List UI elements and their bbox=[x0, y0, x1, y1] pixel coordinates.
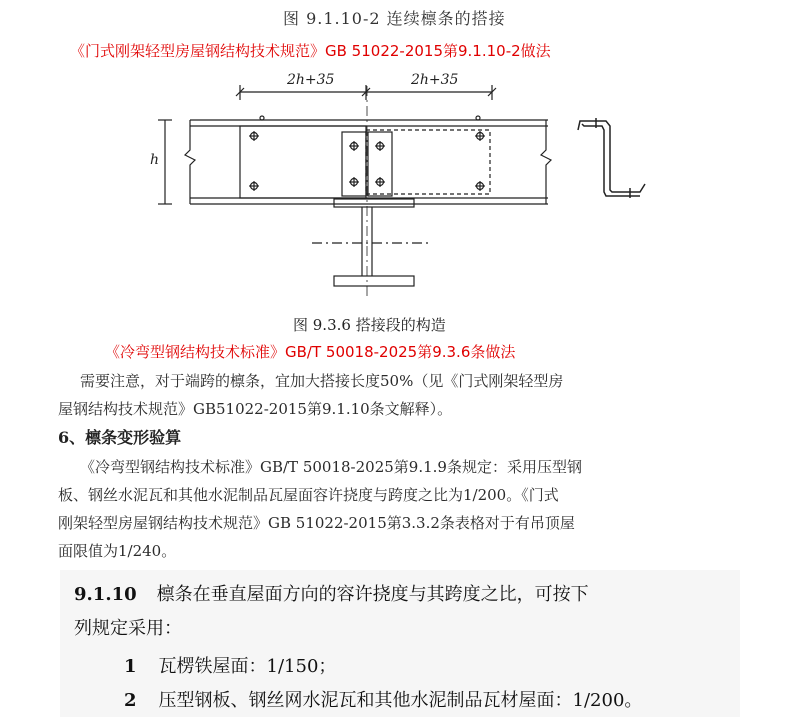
paragraph-2-line-3: 刚架轻型房屋钢结构技术规范》GB 51022-2015第3.3.2条表格对于有吊顶屋 bbox=[58, 514, 575, 532]
paragraph-2-line-1: 《冷弯型钢结构技术标准》GB/T 50018-2025第9.1.9条规定：采用压型钢 bbox=[80, 458, 582, 476]
dim-label-h: h bbox=[150, 152, 160, 168]
figure-caption-bottom: 图 9.3.6 搭接段的构造 bbox=[293, 316, 446, 334]
paragraph-2-line-4: 面限值为1/240。 bbox=[58, 542, 177, 560]
source-note-gb51022: 《门式刚架轻型房屋钢结构技术规范》GB 51022-2015第9.1.10-2做法 bbox=[70, 42, 551, 60]
clause-item-number: 1 bbox=[124, 656, 137, 677]
clause-item-2 bbox=[124, 686, 642, 712]
clause-item-1 bbox=[124, 652, 336, 678]
section-heading: 6、檩条变形验算 bbox=[58, 428, 182, 447]
dim-label-left: 2h+35 bbox=[287, 72, 335, 88]
figure-caption-top: 图 9.1.10-2 连续檩条的搭接 bbox=[283, 9, 506, 28]
purlin-lap-diagram bbox=[0, 0, 808, 300]
source-note-gbt50018: 《冷弯型钢结构技术标准》GB/T 50018-2025第9.3.6条做法 bbox=[105, 343, 516, 361]
clause-item-text: 压型钢板、钢丝网水泥瓦和其他水泥制品瓦材屋面：1/200。 bbox=[158, 690, 643, 711]
clause-item-number: 2 bbox=[124, 690, 137, 711]
clause-text-1: 檩条在垂直屋面方向的容许挠度与其跨度之比，可按下 bbox=[156, 584, 589, 605]
clause-line-1 bbox=[74, 580, 589, 606]
dim-label-right: 2h+35 bbox=[411, 72, 459, 88]
clause-number: 9.1.10 bbox=[74, 584, 137, 605]
clause-item-text: 瓦楞铁屋面：1/150； bbox=[158, 656, 337, 677]
paragraph-1-line-2: 屋钢结构技术规范》GB51022-2015第9.1.10条文解释）。 bbox=[58, 400, 453, 418]
paragraph-1-line-1: 需要注意，对于端跨的檩条，宜加大搭接长度50%（见《门式刚架轻型房 bbox=[80, 372, 564, 390]
clause-text-2: 列规定采用： bbox=[74, 618, 182, 639]
paragraph-2-line-2: 板、钢丝水泥瓦和其他水泥制品瓦屋面容许挠度与跨度之比为1/200。《门式 bbox=[58, 486, 559, 504]
